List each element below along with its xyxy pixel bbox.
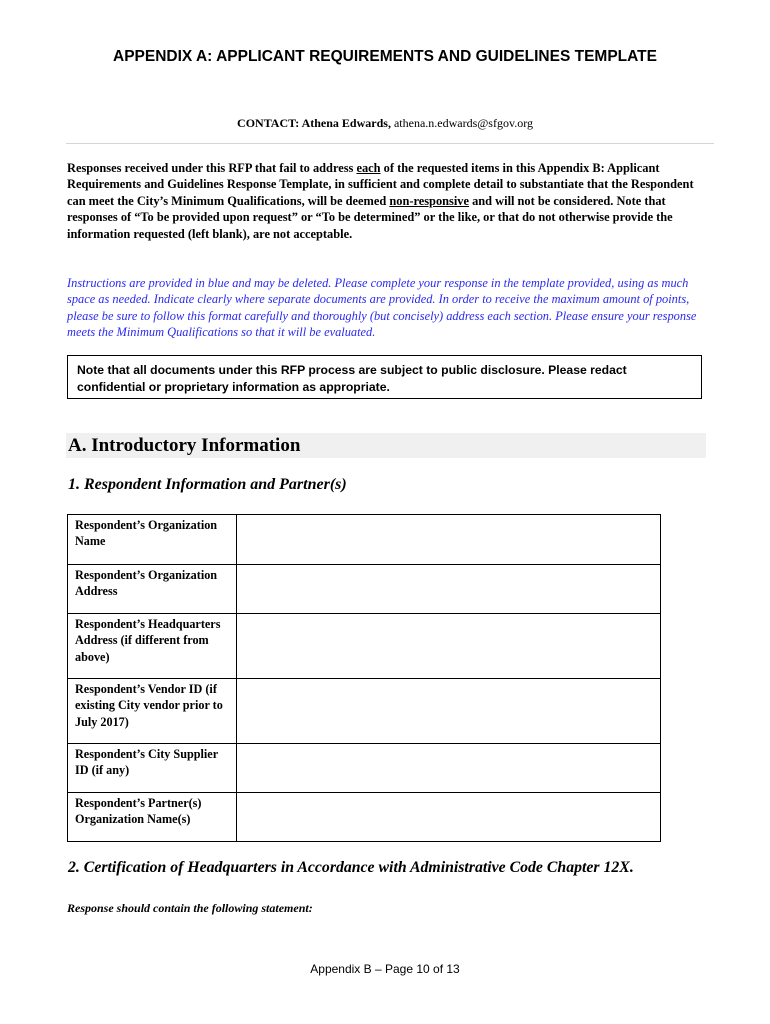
paragraph-text-1: Responses received under this RFP that fail to address bbox=[67, 161, 357, 175]
instructions-paragraph: Instructions are provided in blue and may be deleted. Please complete your response in the template provided, using as much space as needed. Indicate clearly where separate documents are provided. In order to receive the maximum amount of points, please be sure to follow this format carefully and thoroughly (but concisely) address each section. Please ensure your response meets the Minimum Qualifications so that it will be evaluated. bbox=[67, 276, 697, 340]
row-label: Respondent’s Partner(s) Organization Name(s) bbox=[68, 793, 237, 842]
respondent-info-table bbox=[67, 514, 661, 842]
contact-label: CONTACT: Athena Edwards, bbox=[237, 116, 391, 130]
paragraph-text-3: and will not be considered. Note that responses of “To be provided upon request” or “To be determined” or the like, or that do not otherwise provide the information requested (left blank), are not acceptable. bbox=[67, 193, 673, 241]
headquarters-address-field[interactable] bbox=[236, 614, 660, 679]
row-label: Respondent’s City Supplier ID (if any) bbox=[68, 744, 237, 793]
divider bbox=[66, 143, 714, 144]
table-row bbox=[68, 565, 661, 614]
emphasis-each: each bbox=[356, 161, 381, 175]
contact-line bbox=[0, 116, 770, 131]
paragraph-text-2: of the requested items in this Appendix B: Applicant Requirements and Guidelines Response Template, in sufficient and complete detail to substantiate that the Respondent can meet the City’s Minimum Qualifications, will be deemed bbox=[67, 161, 694, 208]
table-row bbox=[68, 515, 661, 565]
row-label: Respondent’s Organization Address bbox=[68, 565, 237, 614]
table-row bbox=[68, 614, 661, 679]
table-row bbox=[68, 793, 661, 842]
subsection-2-title: 2. Certification of Headquarters in Accordance with Administrative Code Chapter 12X. bbox=[68, 859, 634, 876]
subsection-1-title: 1. Respondent Information and Partner(s) bbox=[68, 476, 347, 493]
requirements-paragraph bbox=[67, 160, 702, 242]
organization-name-field[interactable] bbox=[236, 515, 660, 565]
vendor-id-field[interactable] bbox=[236, 679, 660, 744]
page-footer: Appendix B – Page 10 of 13 bbox=[310, 962, 460, 976]
disclosure-notice-box: Note that all documents under this RFP process are subject to public disclosure. Please redact confidential or proprietary information as appropriate. bbox=[67, 355, 702, 399]
organization-address-field[interactable] bbox=[236, 565, 660, 614]
table-row bbox=[68, 679, 661, 744]
partner-names-field[interactable] bbox=[236, 793, 660, 842]
supplier-id-field[interactable] bbox=[236, 744, 660, 793]
row-label: Respondent’s Headquarters Address (if different from above) bbox=[68, 614, 237, 679]
response-statement: Response should contain the following statement: bbox=[67, 901, 313, 915]
section-a-title: A. Introductory Information bbox=[68, 435, 301, 456]
table-row bbox=[68, 744, 661, 793]
row-label: Respondent’s Vendor ID (if existing City vendor prior to July 2017) bbox=[68, 679, 237, 744]
row-label: Respondent’s Organization Name bbox=[68, 515, 237, 565]
page-title: APPENDIX A: APPLICANT REQUIREMENTS AND GUIDELINES TEMPLATE bbox=[113, 48, 657, 65]
contact-email[interactable]: athena.n.edwards@sfgov.org bbox=[393, 116, 533, 130]
emphasis-non-responsive: non-responsive bbox=[389, 193, 469, 208]
